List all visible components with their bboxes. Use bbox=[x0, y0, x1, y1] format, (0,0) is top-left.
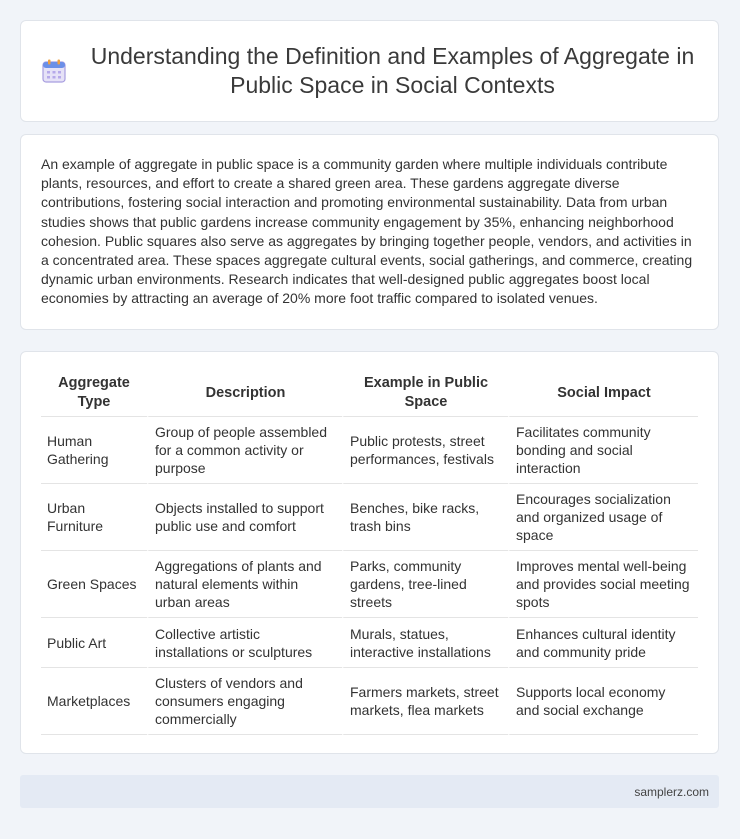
footer bbox=[20, 775, 719, 808]
cell-description: Collective artistic installations or sculptures bbox=[147, 618, 342, 668]
footer-site-link[interactable]: samplerz.com bbox=[634, 785, 709, 799]
column-header-type: Aggregate Type bbox=[41, 370, 147, 417]
table-row bbox=[41, 618, 698, 668]
cell-impact: Improves mental well-being and provides social meeting spots bbox=[508, 551, 698, 618]
cell-type: Public Art bbox=[41, 618, 147, 668]
table-row bbox=[41, 484, 698, 551]
cell-description: Clusters of vendors and consumers engaging commercially bbox=[147, 668, 342, 735]
column-header-example: Example in Public Space bbox=[342, 370, 508, 417]
table-card bbox=[20, 351, 719, 754]
cell-description: Group of people assembled for a common activity or purpose bbox=[147, 417, 342, 484]
cell-type: Urban Furniture bbox=[41, 484, 147, 551]
calendar-icon bbox=[41, 58, 67, 84]
cell-example: Parks, community gardens, tree-lined streets bbox=[342, 551, 508, 618]
cell-description: Aggregations of plants and natural elements within urban areas bbox=[147, 551, 342, 618]
table-row bbox=[41, 551, 698, 618]
table-header-row bbox=[41, 370, 698, 417]
cell-impact: Encourages socialization and organized usage of space bbox=[508, 484, 698, 551]
cell-example: Benches, bike racks, trash bins bbox=[342, 484, 508, 551]
cell-description: Objects installed to support public use and comfort bbox=[147, 484, 342, 551]
column-header-description: Description bbox=[147, 370, 342, 417]
cell-example: Farmers markets, street markets, flea markets bbox=[342, 668, 508, 735]
cell-type: Human Gathering bbox=[41, 417, 147, 484]
table-row bbox=[41, 668, 698, 735]
page-title: Understanding the Definition and Examples of Aggregate in Public Space in Social Contexts bbox=[90, 43, 695, 98]
cell-example: Public protests, street performances, festivals bbox=[342, 417, 508, 484]
cell-impact: Facilitates community bonding and social interaction bbox=[508, 417, 698, 484]
intro-card bbox=[20, 134, 719, 330]
cell-type: Green Spaces bbox=[41, 551, 147, 618]
column-header-impact: Social Impact bbox=[508, 370, 698, 417]
cell-impact: Supports local economy and social exchange bbox=[508, 668, 698, 735]
cell-example: Murals, statues, interactive installations bbox=[342, 618, 508, 668]
intro-paragraph: An example of aggregate in public space is a community garden where multiple individuals contribute plants, resources, and effort to create a shared green area. These gardens aggregate diverse contributions, fostering social interaction and promoting environmental sustainability. Data from urban studies shows that public gardens increase community engagement by 35%, enhancing neighborhood cohesion. Public squares also serve as aggregates by bringing together people, vendors, and activities in a concentrated area. These spaces aggregate cultural events, social gatherings, and commerce, creating dynamic urban environments. Research indicates that well-designed public aggregates boost local economies by attracting an average of 20% more foot traffic compared to isolated venues. bbox=[41, 156, 693, 307]
aggregate-table bbox=[41, 370, 698, 735]
cell-impact: Enhances cultural identity and community pride bbox=[508, 618, 698, 668]
cell-type: Marketplaces bbox=[41, 668, 147, 735]
header-card bbox=[20, 20, 719, 122]
table-row bbox=[41, 417, 698, 484]
